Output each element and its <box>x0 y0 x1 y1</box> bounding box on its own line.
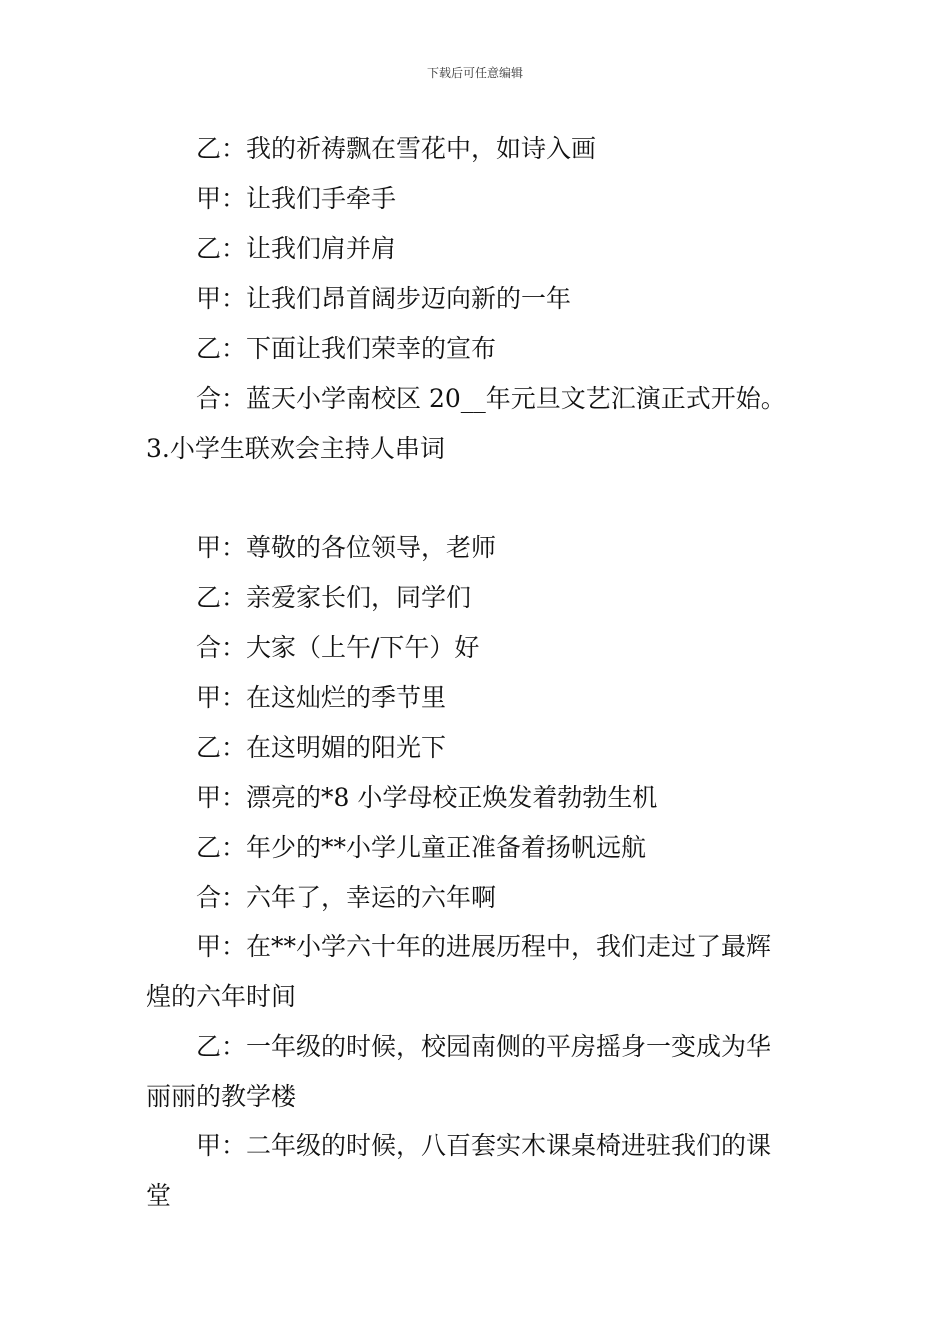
dialogue-line: 甲：尊敬的各位领导，老师 <box>196 533 497 562</box>
dialogue-line: 甲：在这灿烂的季节里 <box>196 683 447 712</box>
dialogue-line: 甲：让我们手牵手 <box>196 184 397 213</box>
dialogue-line: 乙：让我们肩并肩 <box>196 234 397 263</box>
dialogue-line-continued: 堂 <box>146 1181 172 1210</box>
dialogue-line: 乙：亲爱家长们，同学们 <box>196 583 472 612</box>
dialogue-line: 乙：年少的**小学儿童正准备着扬帆远航 <box>196 833 647 862</box>
dialogue-line-continued: 煌的六年时间 <box>146 982 297 1011</box>
section-heading: 3.小学生联欢会主持人串词 <box>146 434 445 463</box>
dialogue-line: 乙：下面让我们荣幸的宣布 <box>196 334 497 363</box>
dialogue-line: 乙：在这明媚的阳光下 <box>196 733 447 762</box>
dialogue-line: 甲：在**小学六十年的进展历程中，我们走过了最辉 <box>196 932 772 961</box>
dialogue-line: 甲：让我们昂首阔步迈向新的一年 <box>196 284 572 313</box>
dialogue-line: 乙：一年级的时候，校园南侧的平房摇身一变成为华 <box>196 1032 772 1061</box>
dialogue-line: 合：大家（上午/下午）好 <box>196 633 480 662</box>
dialogue-line: 合：六年了，幸运的六年啊 <box>196 883 497 912</box>
page-header: 下载后可任意编辑 <box>426 66 523 80</box>
dialogue-line: 乙：我的祈祷飘在雪花中，如诗入画 <box>196 134 597 163</box>
dialogue-line: 甲：漂亮的*8 小学母校正焕发着勃勃生机 <box>196 783 658 812</box>
dialogue-line: 甲：二年级的时候，八百套实木课桌椅进驻我们的课 <box>196 1131 772 1160</box>
dialogue-line: 合：蓝天小学南校区 20__年元旦文艺汇演正式开始。 <box>196 384 786 413</box>
dialogue-line-continued: 丽丽的教学楼 <box>146 1082 297 1111</box>
